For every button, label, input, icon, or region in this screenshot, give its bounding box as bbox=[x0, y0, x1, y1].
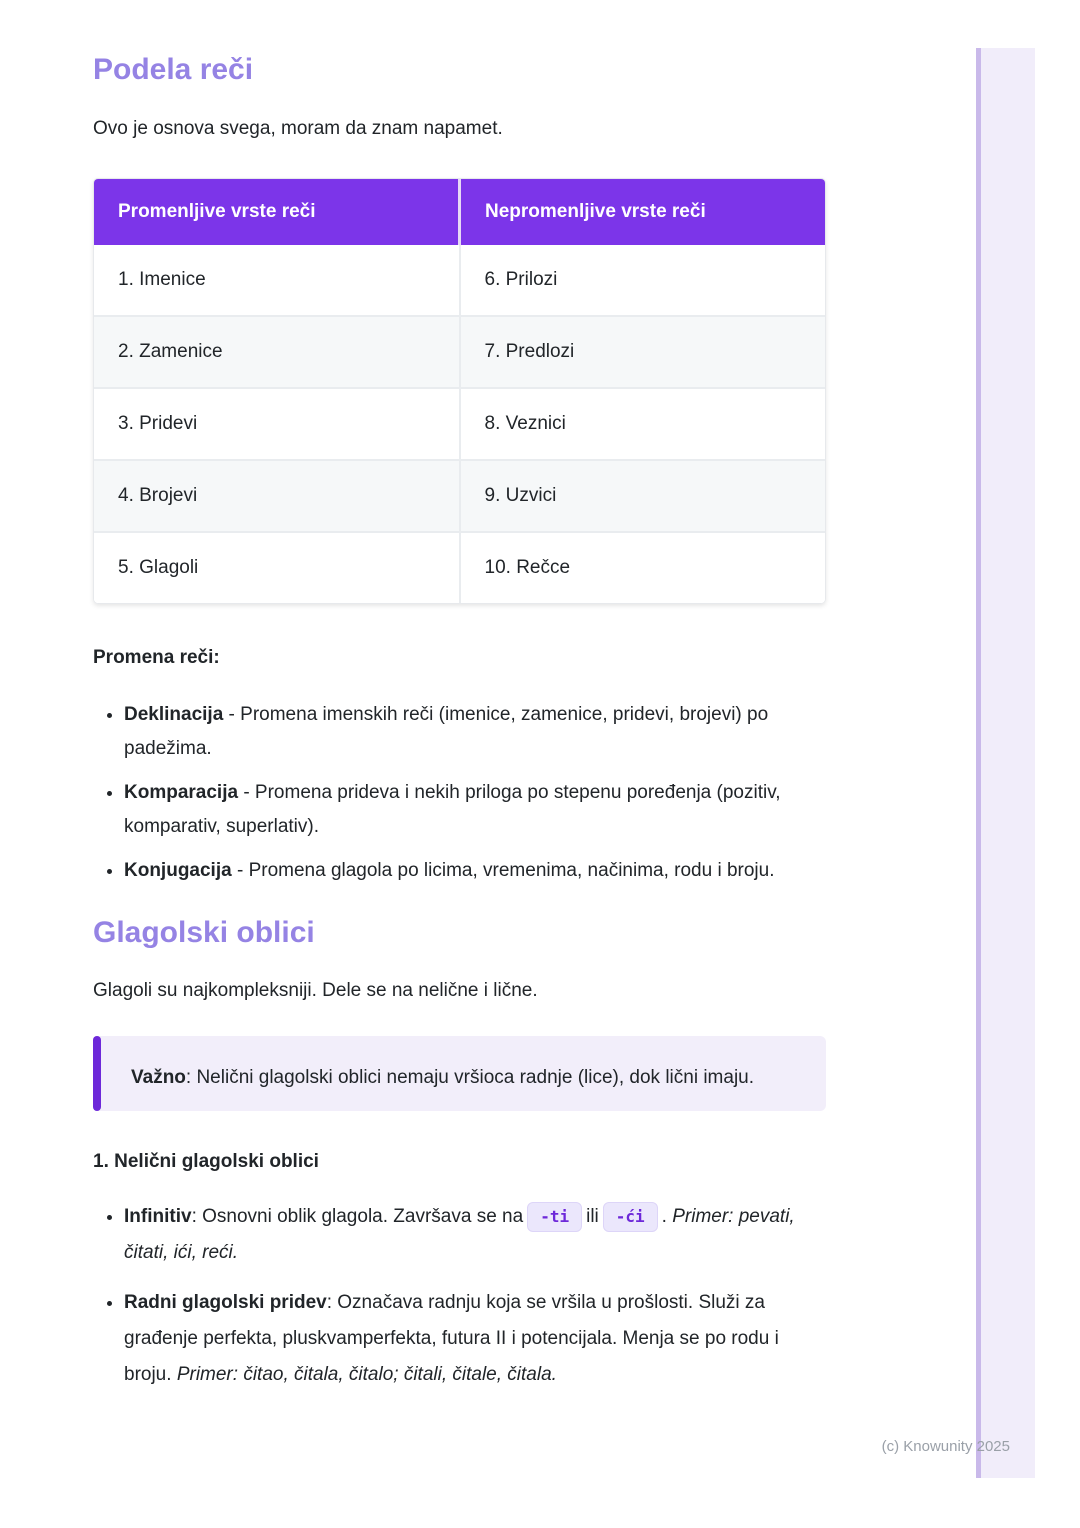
infinitiv-period: . bbox=[661, 1206, 673, 1227]
table-cell: 3. Pridevi bbox=[94, 388, 460, 460]
table-cell: 1. Imenice bbox=[94, 245, 460, 316]
table-row bbox=[94, 532, 825, 603]
callout-term: Važno bbox=[131, 1067, 186, 1088]
table-cell: 9. Uzvici bbox=[460, 460, 826, 532]
radni-example: Primer: čitao, čitala, čitalo; čitali, čitale, čitala. bbox=[176, 1364, 557, 1385]
term-radni-pridev: Radni glagolski pridev bbox=[124, 1292, 327, 1313]
term-description: - Promena prideva i nekih priloga po stepenu poređenja (pozitiv, komparativ, superlativ). bbox=[124, 782, 781, 837]
table-cell: 6. Prilozi bbox=[460, 245, 826, 316]
list-item-radni-pridev bbox=[124, 1285, 826, 1393]
table-header-promenljive: Promenljive vrste reči bbox=[94, 179, 460, 245]
word-change-list bbox=[93, 698, 826, 888]
table-cell: 4. Brojevi bbox=[94, 460, 460, 532]
table-cell: 5. Glagoli bbox=[94, 532, 460, 603]
term-infinitiv: Infinitiv bbox=[124, 1206, 192, 1227]
copyright-notice: (c) Knowunity 2025 bbox=[881, 1438, 1010, 1455]
table-header-nepromenljive: Nepromenljive vrste reči bbox=[460, 179, 826, 245]
word-types-table-wrapper bbox=[93, 178, 826, 604]
table-cell: 8. Veznici bbox=[460, 388, 826, 460]
table-header-row bbox=[94, 179, 825, 245]
callout-body: : Nelični glagolski oblici nemaju vršioca radnje (lice), dok lični imaju. bbox=[185, 1067, 755, 1088]
term-description: - Promena glagola po licima, vremenima, načinima, rodu i broju. bbox=[231, 860, 775, 881]
section-title-glagolski-oblici: Glagolski oblici bbox=[93, 916, 315, 949]
intro-paragraph: Ovo je osnova svega, moram da znam napamet. bbox=[93, 118, 503, 139]
term-deklinacija: Deklinacija bbox=[124, 704, 224, 725]
table-row bbox=[94, 388, 825, 460]
verb-forms-list bbox=[93, 1199, 826, 1393]
document-content bbox=[93, 52, 826, 1407]
table-cell: 2. Zamenice bbox=[94, 316, 460, 388]
list-item-komparacija bbox=[124, 776, 826, 844]
infinitiv-ili: ili bbox=[586, 1206, 599, 1227]
list-item-konjugacija bbox=[124, 854, 826, 888]
callout-text bbox=[131, 1061, 790, 1095]
infinitiv-text: : Osnovni oblik glagola. Završava se na bbox=[191, 1206, 524, 1227]
infinitiv-example: Primer: pevati, čitati, ići, reći. bbox=[124, 1206, 795, 1263]
radni-text: : Označava radnju koja se vršila u prošlosti. Služi za građenje perfekta, pluskvamperfekta, futura II i potencijala. Menja se po rodu i broju. bbox=[124, 1292, 779, 1385]
term-komparacija: Komparacija bbox=[124, 782, 239, 803]
word-types-table bbox=[94, 179, 825, 603]
term-description: - Promena imenskih reči (imenice, zamenice, pridevi, brojevi) po padežima. bbox=[124, 704, 769, 759]
glagoli-intro-paragraph: Glagoli su najkompleksniji. Dele se na nelične i lične. bbox=[93, 980, 538, 1001]
table-row bbox=[94, 316, 825, 388]
table-row bbox=[94, 245, 825, 316]
promena-reci-heading: Promena reči: bbox=[93, 647, 220, 668]
section-title-podela-reci: Podela reči bbox=[93, 53, 254, 86]
table-cell: 7. Predlozi bbox=[460, 316, 826, 388]
code-chip-ci: -ći bbox=[603, 1202, 658, 1232]
list-item-infinitiv bbox=[124, 1199, 826, 1271]
list-item-deklinacija bbox=[124, 698, 826, 766]
code-chip-ti: -ti bbox=[527, 1202, 582, 1232]
nelicni-oblici-subheading: 1. Nelični glagolski oblici bbox=[93, 1151, 319, 1172]
table-row bbox=[94, 460, 825, 532]
important-callout bbox=[93, 1036, 826, 1111]
page-side-strip bbox=[976, 48, 1035, 1478]
table-cell: 10. Rečce bbox=[460, 532, 826, 603]
term-konjugacija: Konjugacija bbox=[124, 860, 232, 881]
callout-accent-bar bbox=[93, 1036, 101, 1111]
